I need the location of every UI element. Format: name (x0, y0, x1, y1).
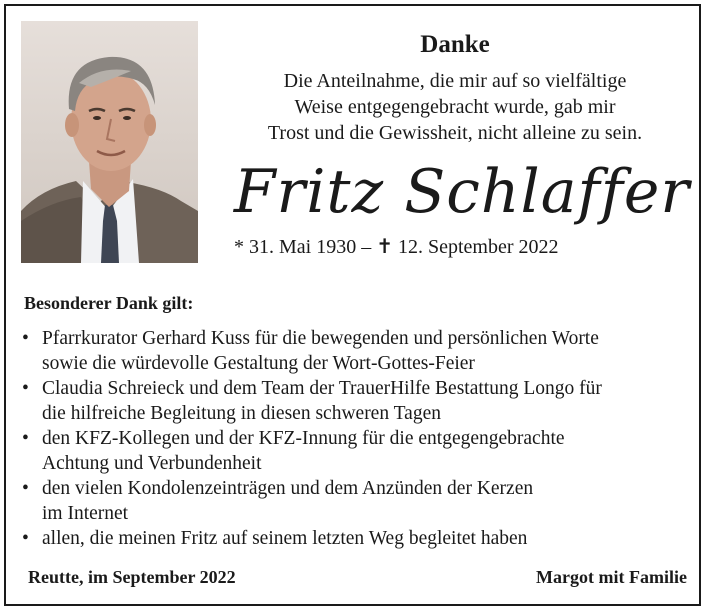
list-item-line: • den vielen Kondolenzeinträgen und dem Anzünden der Kerzen (42, 478, 534, 499)
list-item-line: die hilfreiche Begleitung in diesen schweren Tagen (42, 403, 441, 424)
list-item-line: • allen, die meinen Fritz auf seinem letzten Weg begleitet haben (42, 528, 528, 549)
list-item (22, 426, 692, 476)
thanks-heading: Besonderer Dank gilt: (24, 293, 194, 313)
list-item-line: • Pfarrkurator Gerhard Kuss für die bewegenden und persönlichen Worte (42, 328, 599, 349)
list-item-line: • den KFZ-Kollegen und der KFZ-Innung für die entgegengebrachte (42, 428, 565, 449)
intro-text (225, 68, 685, 146)
list-item (22, 376, 692, 426)
list-item (22, 526, 692, 551)
list-item-line: im Internet (42, 503, 129, 524)
signature: Margot mit Familie (536, 567, 687, 587)
list-item-line: sowie die würdevolle Gestaltung der Wort-Gottes-Feier (42, 353, 475, 374)
list-item-line: Achtung und Verbundenheit (42, 453, 262, 474)
list-item-line: • Claudia Schreieck und dem Team der TrauerHilfe Bestattung Longo für (42, 378, 602, 399)
intro-line: Weise entgegengebracht wurde, gab mir (294, 96, 616, 118)
deceased-name: Fritz Schlaffer (233, 157, 691, 227)
thanks-list (22, 326, 692, 551)
intro-line: Die Anteilnahme, die mir auf so vielfältige (283, 70, 627, 92)
place-date: Reutte, im September 2022 (28, 567, 236, 587)
intro-line: Trost und die Gewissheit, nicht alleine zu sein. (267, 122, 643, 144)
list-item (22, 476, 692, 526)
portrait-photo (21, 21, 198, 263)
list-item (22, 326, 692, 376)
life-dates: * 31. Mai 1930 – ✝ 12. September 2022 (234, 236, 559, 258)
heading-title: Danke (420, 31, 490, 58)
